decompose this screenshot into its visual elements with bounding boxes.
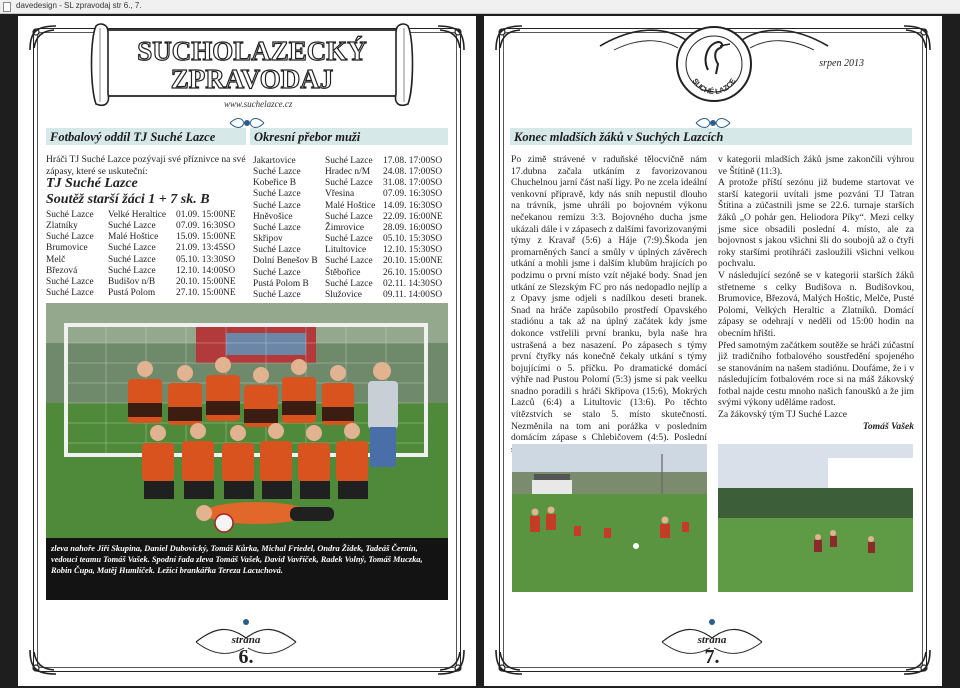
match-datetime: 02.11. 14:30 [383,278,430,289]
article-column-2 [718,154,914,432]
corner-flourish-icon [432,648,468,678]
away-team: Hradec n/M [325,167,371,178]
team-name: TJ Suché Lazce [46,176,138,191]
match-datetime: 07.09. 16:30 [383,189,431,200]
home-team: Pustá Polom B [253,278,309,289]
match-datetime: 07.09. 16:30 [176,221,224,232]
match-datetime: 01.09. 15:00 [176,210,224,220]
match-datetime: 26.10. 15:00 [383,267,431,278]
club-logo [674,24,754,104]
corner-flourish-icon [492,648,528,678]
away-team: Budišov n/B [108,276,156,287]
match-day: SO [430,167,443,178]
away-team: Suché Lazce [108,243,156,254]
match-day: SO [223,243,236,254]
schedule-row [46,210,243,221]
home-team: Dolní Benešov B [253,256,318,267]
home-team: Suché Lazce [253,200,301,211]
window-titlebar [0,0,960,14]
match-datetime: 20.10. 15:00 [383,256,431,267]
schedule-row [253,156,450,167]
article-paragraph: v kategorii mladších žáků jsme zakončili výhrou ve Štítině (11:3). [718,154,914,177]
home-team: Zlatníky [46,221,78,232]
schedule-row [253,212,450,223]
home-team: Kobeřice B [253,178,296,189]
away-team: Litultovice [325,245,367,256]
away-team: Služovice [325,289,362,300]
match-day: SO [430,234,443,245]
footer-strana-label: strana [231,634,261,646]
page-left [18,16,476,686]
away-team: Suché Lazce [325,178,373,189]
match-datetime: 14.09. 16:30 [383,200,431,211]
article-paragraph: V následující sezóně se v kategorii starších žáků střetneme s celky Budišova n. Budišovkou, Brumovice, Březová, Malých Hoštic, Melče, Pusté Polomi, Velkých Heraltic a Zlatníků. Domácí zápasy se odehrají v neděli od 15:00 hodin na obecním hřišti. [718,269,914,339]
brand-line1: SUCHOLAZECKÝ [137,36,367,66]
intro-text: Hráči TJ Suché Lazce pozývají své příznivce na své zápasy, které se uskuteční: [46,154,246,177]
home-team: Brumovice [46,243,88,254]
schedule-row [253,201,450,212]
page-right [484,16,942,686]
corner-flourish-icon [26,648,62,678]
home-team: Jakartovice [253,156,296,166]
home-team: Suché Lazce [253,167,301,178]
match-datetime: 22.09. 16:00 [383,211,431,222]
match-day: SO [430,289,443,300]
schedule-row [46,266,243,277]
schedule-row [46,221,243,232]
schedule-row [253,234,450,245]
corner-flourish-icon [898,22,934,52]
away-team: Štěbořice [325,267,361,278]
schedule-row [253,189,450,200]
schedule-row [253,167,450,178]
away-team: Malé Hoštice [325,200,376,211]
corner-flourish-icon [898,648,934,678]
match-day: NE [223,276,236,287]
home-team: Suché Lazce [253,267,301,278]
article-column-1: Po zimě strávené v raduňské tělocvičně nám 17.dubna začala utkáním z favorizovanou Chuchelnou jarní část naší ligy. Po ne zcela ideální venkovní přípravě, kdy nás sníh nepustil dlouho na trávník, jsme uhráli po bojovném výkonu nečekanou remízu 3:3. Bojovného ducha jsme ukázali dále i v zápasech z dalšími favorizovanými týmy z Kravař (5:6) a Háje (7:9).Škoda jen promarněných šancí a smůly v úplných závěrech utkání a mohli jsme i dalším klubům hrajících po podzimu o první místo vzít nějaké body. Snad jen utkání ze Slezským FC pro nás nedopadlo nejlíp a z Opavy jsme odjeli s nadílkou deseti branek. Snad na hráče zapůsobilo prostředí Opavského stadiónu a tak až na úplný začátek kdy jsme dokonce vstřelili první branku, byla naše hra ustrašená a bez nasazení. Po zápasech s týmy první čtyřky nás konečně čekaly utkání s týmy bojujícími o 5. příčku. Po dramatické domácí výhře nad Pustou Polomí (5:3) jsme si pak veelku snadno poradili s hráči Skřipova (15:6), Mokrých Lazců (6:4) a Litultovic (13:6). Po těchto vítězstvích se stalo 5. místo skutečností. Nezměnila na tom ani porážka v posledním domácím zápase s Chlebičovem (4:5). Poslední [511,154,707,444]
article-closing: Za žákovský tým TJ Suché Lazce [718,409,848,421]
match-day: SO [430,189,443,200]
window-title: davedesign - SL zpravodaj str 6., 7. [16,1,142,10]
schedule-row [46,232,243,243]
document-icon [3,2,11,12]
article-signature: Tomáš Vašek [862,420,914,432]
away-team: Suché Lazce [325,256,373,267]
schedule-row [253,256,450,267]
team-photo [46,303,448,538]
match-day: NE [223,210,236,220]
match-day: NE [223,232,236,243]
match-day: NE [430,211,443,222]
match-photo-2 [718,444,913,592]
match-datetime: 28.09. 16:00 [383,222,431,233]
schedule-row [46,277,243,288]
home-team: Suché Lazce [253,289,301,300]
photo-caption: zleva nahoře Jiří Skupina, Daniel Dubovický, Tomáš Kůrka, Michal Friedel, Ondra Žídek, Tadeáš Černín, vedoucí teamu Tomáš Vašek. Spodní řada zleva Tomáš Vašek, David Vavříček, Radek Volný, Tomáš Muczka, Robin Čupa, Matěj Humlíček. Ležící brankářka Tereza Lacuchová. [46,538,448,600]
home-team: Březová [46,265,78,276]
away-team: Suché Lazce [108,254,156,265]
schedule-row [46,255,243,266]
match-day: SO [223,254,236,265]
schedule-table-men [253,156,450,301]
match-datetime: 05.10. 15:30 [383,234,431,245]
match-day: SO [223,221,236,232]
schedule-row [253,178,450,189]
brand-line2: ZPRAVODAJ [170,64,334,94]
home-team: Suché Lazce [253,222,301,233]
home-team: Skřipov [253,234,283,245]
match-day: SO [430,267,443,278]
issue-date: srpen 2013 [819,58,864,69]
match-photo-1 [512,444,707,592]
away-team: Suché Lazce [325,278,373,289]
section-title-okresni: Okresní přebor muži [250,128,448,145]
match-datetime: 21.09. 13:45 [176,243,224,254]
away-team: Suché Lazce [108,265,156,276]
away-team: Vřesina [325,189,355,200]
page-number-right: 7. [704,646,720,668]
schedule-row [253,290,450,301]
footer-strana-label: strana [697,634,727,646]
section-title-fotbal: Fotbalový oddíl TJ Suché Lazce [46,128,246,145]
match-datetime: 15.09. 15:00 [176,232,224,243]
match-day: SO [430,200,443,211]
schedule-row [253,245,450,256]
away-team: Suché Lazce [325,234,373,245]
away-team: Suché Lazce [325,156,373,166]
away-team: Pustá Polom [108,288,156,299]
home-team: Suché Lazce [253,189,301,200]
home-team: Suché Lazce [46,288,94,299]
match-day: NE [430,256,443,267]
match-day: SO [430,156,443,166]
home-team: Melč [46,254,66,265]
schedule-row [253,279,450,290]
home-team: Hněvošice [253,211,293,222]
away-team: Malé Hoštice [108,232,159,243]
away-team: Suché Lazce [108,221,156,232]
logo-text: SUCHÉ LAZCE [690,76,738,97]
corner-flourish-icon [432,22,468,52]
away-team: Velké Heraltice [108,210,167,220]
corner-flourish-icon [492,22,528,52]
match-day: SO [430,178,443,189]
home-team: Suché Lazce [46,276,94,287]
home-team: Suché Lazce [253,245,301,256]
home-team: Suché Lazce [46,210,94,220]
schedule-table-juniors [46,210,243,299]
match-datetime: 31.08. 17:00 [383,178,431,189]
match-day: SO [430,278,443,289]
match-day: SO [430,222,443,233]
schedule-row [253,268,450,279]
schedule-row [46,243,243,254]
match-datetime: 12.10. 14:00 [176,265,224,276]
corner-flourish-icon [26,22,62,52]
match-day: SO [430,245,443,256]
page-number-left: 6. [238,646,254,668]
league-name: Soutěž starší žáci 1 + 7 sk. B [46,192,210,207]
home-team: Suché Lazce [46,232,94,243]
away-team: Žimrovice [325,222,365,233]
schedule-row [46,288,243,299]
match-datetime: 09.11. 14:00 [383,289,430,300]
article-paragraph: Před samotným začátkem soutěže se hráči zúčastní již tradičního fotbalového soustředění spojeného se stanováním na našem stadiónu. Doufáme, že i v následujícím fotbalovém roce si na máš žákovský fotbal najde cestu mnoho našich fanoušků a že jim svými výkony uděláme radost. [718,339,914,409]
match-day: NE [223,288,236,299]
article-title: Konec mladších žáků v Suchých Lazcích [510,128,912,145]
match-datetime: 20.10. 15:00 [176,276,224,287]
schedule-row [253,223,450,234]
website-url: www.suchelazce.cz [224,99,293,109]
match-datetime: 24.08. 17:00 [383,167,431,178]
article-paragraph: A protože příští sezónu již budeme startovat ve starší kategorii uvítali jsme pozvání TJ Tatran Štítina a zúčastnili jsme se 22.6. turnaje starších žáků „O pohár gen. Heliodora Píky“. Mezi celky jsme sice obsadili poslední 4. místo, ale za bojovnost s jakou všichni šli do soubojů až o čtyři roky staršími protihráči zasloužili všichni velkou pochvalu. [718,177,914,270]
match-datetime: 27.10. 15:00 [176,288,224,299]
match-datetime: 12.10. 15:30 [383,245,431,256]
away-team: Suché Lazce [325,211,373,222]
match-day: SO [223,265,236,276]
match-datetime: 17.08. 17:00 [383,156,431,166]
match-datetime: 05.10. 13:30 [176,254,224,265]
